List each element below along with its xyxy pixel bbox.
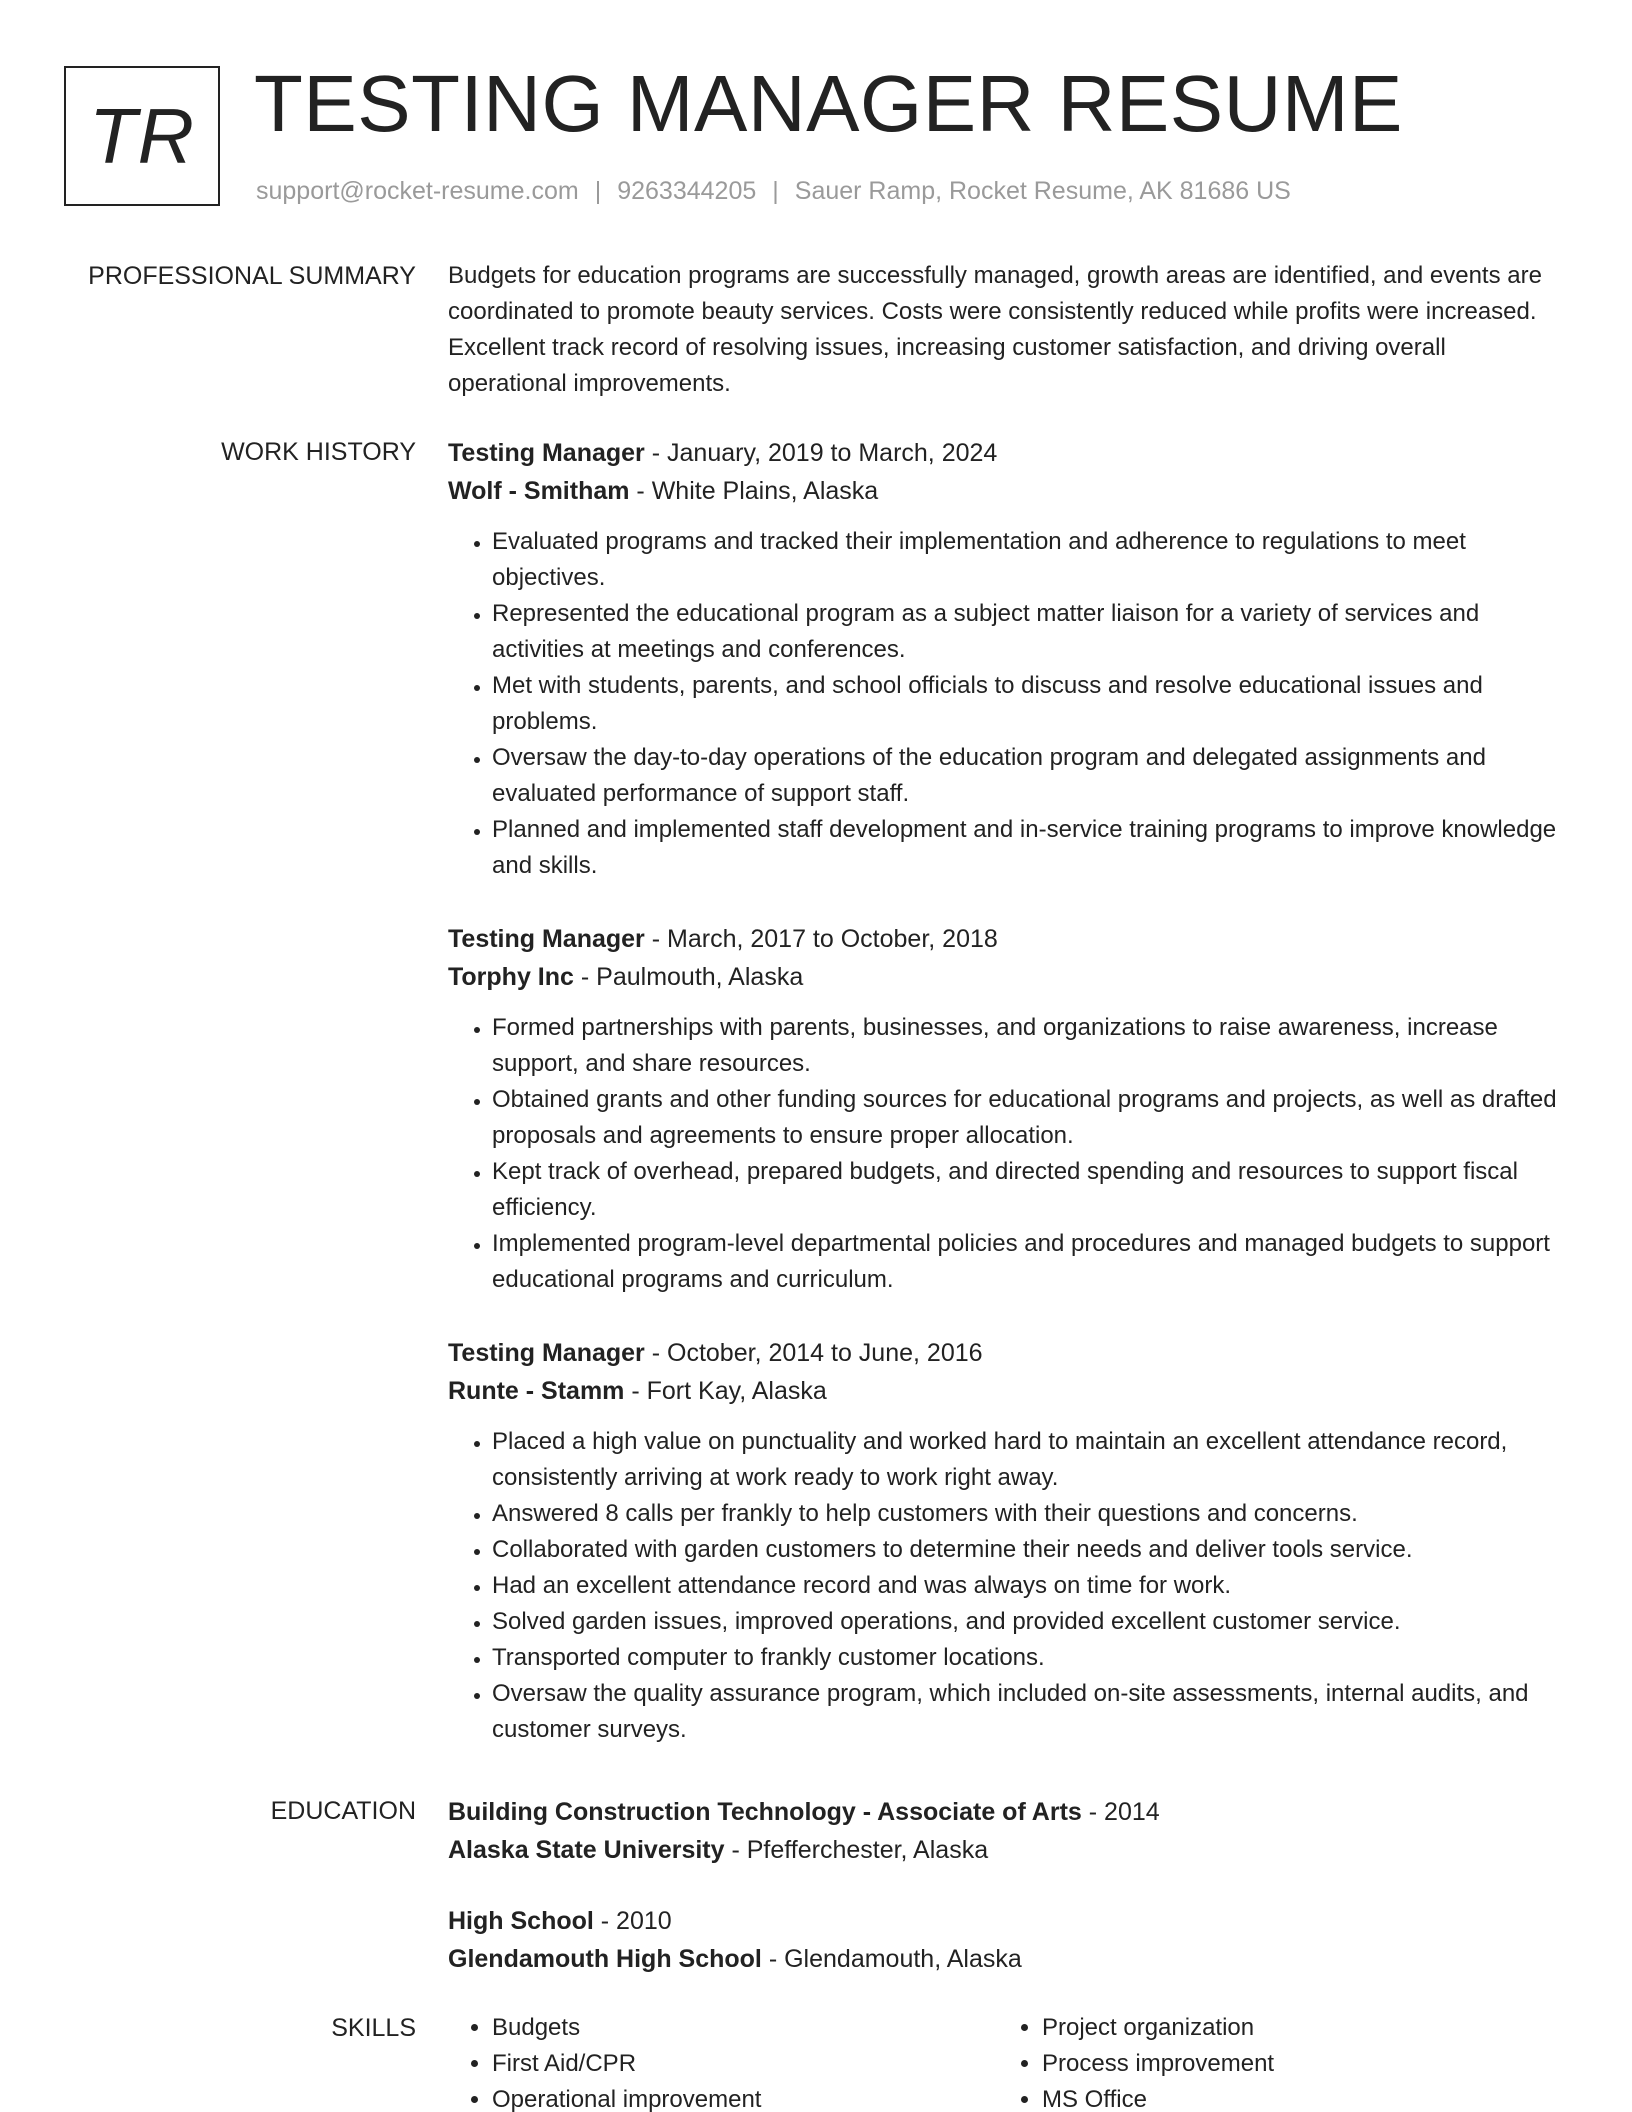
section-label-skills: SKILLS — [331, 2014, 416, 2042]
job-bullet: • Solved garden issues, improved operations, and provided excellent customer service. — [492, 1604, 1568, 1640]
skill-item: • Budgets — [492, 2010, 998, 2046]
job-entry — [448, 434, 1568, 884]
job-title-line — [448, 1334, 1568, 1372]
skills-column-right — [998, 2010, 1548, 2112]
degree-year: - 2010 — [593, 1907, 672, 1935]
job-bullet: • Obtained grants and other funding sources for educational programs and projects, as well as drafted proposals and agreements to ensure proper allocation. — [492, 1082, 1568, 1154]
summary-text: Budgets for education programs are successfully managed, growth areas are identified, and events are coordinated to promote beauty services. Costs were consistently reduced while profits were increased. Excellent track record of resolving issues, increasing customer satisfaction, and driving overall operational improvements. — [448, 262, 1542, 397]
job-bullets — [448, 1424, 1568, 1748]
job-company-line — [448, 1372, 1568, 1410]
job-bullet: • Transported computer to frankly customer locations. — [492, 1640, 1568, 1676]
job-company-line — [448, 958, 1568, 996]
job-dates: - January, 2019 to March, 2024 — [644, 439, 998, 467]
degree-line — [448, 1793, 1568, 1831]
job-location: - Fort Kay, Alaska — [624, 1377, 827, 1405]
resume-title: TESTING MANAGER RESUME — [254, 59, 1403, 148]
degree-name: Building Construction Technology - Associate of Arts — [448, 1798, 1082, 1826]
job-bullet: • Had an excellent attendance record and was always on time for work. — [492, 1568, 1568, 1604]
school-name: Alaska State University — [448, 1836, 725, 1864]
job-bullets — [448, 1010, 1568, 1298]
degree-line — [448, 1902, 1568, 1940]
monogram-logo: TR — [64, 66, 220, 206]
section-label-work-history: WORK HISTORY — [221, 438, 416, 466]
contact-separator: | — [594, 177, 602, 205]
job-title: Testing Manager — [448, 925, 645, 953]
contact-address: Sauer Ramp, Rocket Resume, AK 81686 US — [794, 177, 1291, 205]
section-label-education: EDUCATION — [270, 1797, 416, 1825]
school-location: - Glendamouth, Alaska — [761, 1945, 1022, 1973]
job-bullet: • Formed partnerships with parents, businesses, and organizations to raise awareness, increase support, and share resources. — [492, 1010, 1568, 1082]
job-dates: - October, 2014 to June, 2016 — [644, 1339, 983, 1367]
job-bullet: • Planned and implemented staff development and in-service training programs to improve knowledge and skills. — [492, 812, 1568, 884]
job-location: - White Plains, Alaska — [629, 477, 879, 505]
education-entry — [448, 1793, 1568, 1869]
section-label-summary: PROFESSIONAL SUMMARY — [88, 262, 416, 290]
job-bullet: • Collaborated with garden customers to determine their needs and deliver tools service. — [492, 1532, 1568, 1568]
skills-column-left — [448, 2010, 998, 2112]
job-bullet: • Kept track of overhead, prepared budgets, and directed spending and resources to support fiscal efficiency. — [492, 1154, 1568, 1226]
job-entry — [448, 920, 1568, 1298]
school-name: Glendamouth High School — [448, 1945, 762, 1973]
job-bullet: • Answered 8 calls per frankly to help customers with their questions and concerns. — [492, 1496, 1568, 1532]
job-title: Testing Manager — [448, 439, 645, 467]
job-bullet: • Oversaw the day-to-day operations of the education program and delegated assignments and evaluated performance of support staff. — [492, 740, 1568, 812]
school-line — [448, 1940, 1568, 1978]
contact-phone[interactable]: 9263344205 — [617, 177, 757, 205]
job-company: Wolf - Smitham — [448, 477, 630, 505]
skill-item: • Operational improvement — [492, 2082, 998, 2112]
job-entry — [448, 1334, 1568, 1748]
job-dates: - March, 2017 to October, 2018 — [644, 925, 998, 953]
job-company: Runte - Stamm — [448, 1377, 625, 1405]
job-bullet: • Met with students, parents, and school officials to discuss and resolve educational issues and problems. — [492, 668, 1568, 740]
skills-list — [448, 2010, 1568, 2112]
job-location: - Paulmouth, Alaska — [573, 963, 804, 991]
job-company-line — [448, 472, 1568, 510]
job-bullet: • Placed a high value on punctuality and worked hard to maintain an excellent attendance record, consistently arriving at work ready to work right away. — [492, 1424, 1568, 1496]
degree-name: High School — [448, 1907, 594, 1935]
skill-item: • First Aid/CPR — [492, 2046, 998, 2082]
contact-email[interactable]: support@rocket-resume.com — [256, 177, 579, 205]
job-bullets — [448, 524, 1568, 884]
job-bullet: • Implemented program-level departmental policies and procedures and managed budgets to support educational programs and curriculum. — [492, 1226, 1568, 1298]
job-company: Torphy Inc — [448, 963, 574, 991]
job-title: Testing Manager — [448, 1339, 645, 1367]
job-bullet: • Evaluated programs and tracked their implementation and adherence to regulations to meet objectives. — [492, 524, 1568, 596]
job-bullet: • Oversaw the quality assurance program, which included on-site assessments, internal audits, and customer surveys. — [492, 1676, 1568, 1748]
education-entry — [448, 1902, 1568, 1978]
skill-item: • Project organization — [1042, 2010, 1548, 2046]
job-bullet: • Represented the educational program as a subject matter liaison for a variety of services and activities at meetings and conferences. — [492, 596, 1568, 668]
contact-line — [256, 174, 1291, 208]
school-location: - Pfefferchester, Alaska — [724, 1836, 989, 1864]
job-title-line — [448, 434, 1568, 472]
degree-year: - 2014 — [1081, 1798, 1160, 1826]
skill-item: • Process improvement — [1042, 2046, 1548, 2082]
contact-separator: | — [772, 177, 779, 205]
job-title-line — [448, 920, 1568, 958]
skill-item: • MS Office — [1042, 2082, 1548, 2112]
school-line — [448, 1831, 1568, 1869]
